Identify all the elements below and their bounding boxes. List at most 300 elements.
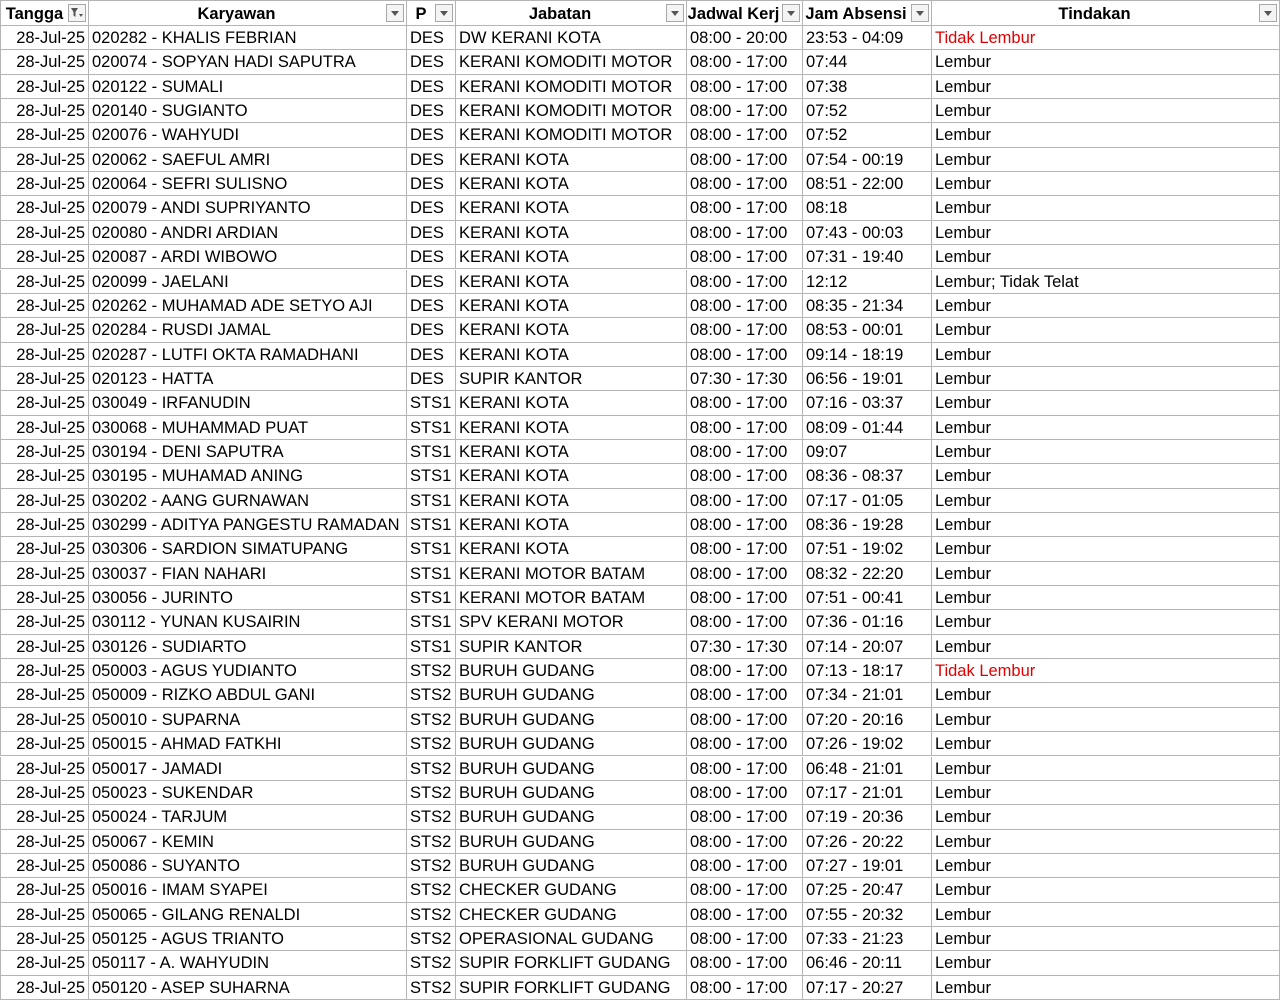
cell-karyawan[interactable]: 050010 - SUPARNA	[89, 708, 407, 732]
cell-jadwal-kerja[interactable]: 08:00 - 17:00	[687, 123, 803, 147]
cell-jam-absensi[interactable]: 07:27 - 19:01	[803, 854, 932, 878]
cell-jam-absensi[interactable]: 08:53 - 00:01	[803, 318, 932, 342]
cell-jam-absensi[interactable]: 07:51 - 00:41	[803, 586, 932, 610]
cell-tanggal[interactable]: 28-Jul-25	[0, 148, 89, 172]
cell-tanggal[interactable]: 28-Jul-25	[0, 878, 89, 902]
cell-jabatan[interactable]: OPERASIONAL GUDANG	[456, 927, 687, 951]
cell-tanggal[interactable]: 28-Jul-25	[0, 951, 89, 975]
cell-tanggal[interactable]: 28-Jul-25	[0, 757, 89, 781]
cell-karyawan[interactable]: 020284 - RUSDI JAMAL	[89, 318, 407, 342]
cell-pt[interactable]: STS2	[407, 757, 456, 781]
cell-tanggal[interactable]: 28-Jul-25	[0, 635, 89, 659]
cell-jabatan[interactable]: KERANI KOMODITI MOTOR	[456, 75, 687, 99]
cell-tindakan[interactable]: Lembur	[932, 586, 1280, 610]
cell-jam-absensi[interactable]: 07:14 - 20:07	[803, 635, 932, 659]
cell-jam-absensi[interactable]: 07:17 - 21:01	[803, 781, 932, 805]
cell-tindakan[interactable]: Lembur	[932, 732, 1280, 756]
cell-jam-absensi[interactable]: 07:52	[803, 123, 932, 147]
cell-jam-absensi[interactable]: 08:51 - 22:00	[803, 172, 932, 196]
cell-tanggal[interactable]: 28-Jul-25	[0, 610, 89, 634]
cell-tanggal[interactable]: 28-Jul-25	[0, 513, 89, 537]
cell-karyawan[interactable]: 020123 - HATTA	[89, 367, 407, 391]
cell-tanggal[interactable]: 28-Jul-25	[0, 221, 89, 245]
cell-karyawan[interactable]: 020074 - SOPYAN HADI SAPUTRA	[89, 50, 407, 74]
cell-tanggal[interactable]: 28-Jul-25	[0, 75, 89, 99]
cell-tanggal[interactable]: 28-Jul-25	[0, 732, 89, 756]
cell-jadwal-kerja[interactable]: 08:00 - 17:00	[687, 489, 803, 513]
cell-tanggal[interactable]: 28-Jul-25	[0, 805, 89, 829]
cell-jadwal-kerja[interactable]: 08:00 - 17:00	[687, 878, 803, 902]
cell-jam-absensi[interactable]: 07:20 - 20:16	[803, 708, 932, 732]
cell-tindakan[interactable]: Lembur	[932, 75, 1280, 99]
cell-karyawan[interactable]: 020287 - LUTFI OKTA RAMADHANI	[89, 343, 407, 367]
cell-pt[interactable]: STS2	[407, 976, 456, 1000]
cell-tanggal[interactable]: 28-Jul-25	[0, 294, 89, 318]
cell-tanggal[interactable]: 28-Jul-25	[0, 440, 89, 464]
cell-jabatan[interactable]: KERANI KOTA	[456, 489, 687, 513]
cell-jam-absensi[interactable]: 07:13 - 18:17	[803, 659, 932, 683]
cell-jam-absensi[interactable]: 07:36 - 01:16	[803, 610, 932, 634]
cell-jabatan[interactable]: KERANI KOMODITI MOTOR	[456, 50, 687, 74]
cell-jadwal-kerja[interactable]: 08:00 - 17:00	[687, 976, 803, 1000]
cell-jadwal-kerja[interactable]: 08:00 - 17:00	[687, 610, 803, 634]
cell-karyawan[interactable]: 030202 - AANG GURNAWAN	[89, 489, 407, 513]
cell-jadwal-kerja[interactable]: 08:00 - 17:00	[687, 781, 803, 805]
cell-pt[interactable]: STS1	[407, 489, 456, 513]
filter-dropdown-icon[interactable]	[782, 4, 800, 22]
cell-jabatan[interactable]: DW KERANI KOTA	[456, 26, 687, 50]
cell-tindakan[interactable]: Lembur	[932, 927, 1280, 951]
cell-pt[interactable]: STS1	[407, 635, 456, 659]
cell-jadwal-kerja[interactable]: 08:00 - 17:00	[687, 318, 803, 342]
cell-karyawan[interactable]: 020087 - ARDI WIBOWO	[89, 245, 407, 269]
cell-karyawan[interactable]: 020262 - MUHAMAD ADE SETYO AJI	[89, 294, 407, 318]
cell-jadwal-kerja[interactable]: 08:00 - 17:00	[687, 951, 803, 975]
cell-jadwal-kerja[interactable]: 08:00 - 17:00	[687, 659, 803, 683]
cell-tindakan[interactable]: Lembur	[932, 464, 1280, 488]
cell-jadwal-kerja[interactable]: 08:00 - 17:00	[687, 245, 803, 269]
cell-jam-absensi[interactable]: 07:44	[803, 50, 932, 74]
cell-tindakan[interactable]: Lembur	[932, 294, 1280, 318]
cell-jabatan[interactable]: BURUH GUDANG	[456, 659, 687, 683]
cell-karyawan[interactable]: 020064 - SEFRI SULISNO	[89, 172, 407, 196]
table-row	[0, 99, 1280, 123]
table-row	[0, 830, 1280, 854]
cell-pt[interactable]: DES	[407, 75, 456, 99]
cell-tanggal[interactable]: 28-Jul-25	[0, 50, 89, 74]
cell-jam-absensi[interactable]: 23:53 - 04:09	[803, 26, 932, 50]
filter-dropdown-icon[interactable]	[1259, 4, 1277, 22]
cell-pt[interactable]: STS2	[407, 732, 456, 756]
cell-pt[interactable]: DES	[407, 50, 456, 74]
cell-jabatan[interactable]: KERANI KOTA	[456, 391, 687, 415]
cell-pt[interactable]: STS2	[407, 830, 456, 854]
cell-tanggal[interactable]: 28-Jul-25	[0, 659, 89, 683]
cell-pt[interactable]: STS1	[407, 391, 456, 415]
cell-tindakan[interactable]: Lembur	[932, 172, 1280, 196]
cell-tanggal[interactable]: 28-Jul-25	[0, 781, 89, 805]
cell-pt[interactable]: DES	[407, 99, 456, 123]
cell-karyawan[interactable]: 030306 - SARDION SIMATUPANG	[89, 537, 407, 561]
cell-jadwal-kerja[interactable]: 08:00 - 17:00	[687, 927, 803, 951]
cell-karyawan[interactable]: 050125 - AGUS TRIANTO	[89, 927, 407, 951]
cell-jam-absensi[interactable]: 07:33 - 21:23	[803, 927, 932, 951]
header-cell-tanggal[interactable]	[0, 0, 89, 26]
cell-jabatan[interactable]: SPV KERANI MOTOR	[456, 610, 687, 634]
cell-jam-absensi[interactable]: 07:43 - 00:03	[803, 221, 932, 245]
cell-jadwal-kerja[interactable]: 08:00 - 17:00	[687, 172, 803, 196]
cell-karyawan[interactable]: 020080 - ANDRI ARDIAN	[89, 221, 407, 245]
cell-pt[interactable]: STS1	[407, 416, 456, 440]
cell-jam-absensi[interactable]: 07:26 - 19:02	[803, 732, 932, 756]
cell-pt[interactable]: DES	[407, 270, 456, 294]
cell-tindakan[interactable]: Lembur	[932, 757, 1280, 781]
cell-pt[interactable]: STS1	[407, 513, 456, 537]
cell-jabatan[interactable]: BURUH GUDANG	[456, 781, 687, 805]
cell-karyawan[interactable]: 020122 - SUMALI	[89, 75, 407, 99]
cell-jabatan[interactable]: KERANI KOTA	[456, 537, 687, 561]
cell-tanggal[interactable]: 28-Jul-25	[0, 464, 89, 488]
cell-jadwal-kerja[interactable]: 08:00 - 17:00	[687, 294, 803, 318]
cell-tanggal[interactable]: 28-Jul-25	[0, 683, 89, 707]
cell-tindakan[interactable]: Lembur; Tidak Telat	[932, 270, 1280, 294]
cell-jadwal-kerja[interactable]: 07:30 - 17:30	[687, 635, 803, 659]
cell-jam-absensi[interactable]: 08:36 - 08:37	[803, 464, 932, 488]
cell-jadwal-kerja[interactable]: 08:00 - 17:00	[687, 99, 803, 123]
cell-jadwal-kerja[interactable]: 08:00 - 17:00	[687, 805, 803, 829]
cell-tanggal[interactable]: 28-Jul-25	[0, 367, 89, 391]
cell-karyawan[interactable]: 050024 - TARJUM	[89, 805, 407, 829]
cell-tanggal[interactable]: 28-Jul-25	[0, 489, 89, 513]
cell-jam-absensi[interactable]: 08:35 - 21:34	[803, 294, 932, 318]
cell-pt[interactable]: DES	[407, 221, 456, 245]
cell-tindakan[interactable]: Lembur	[932, 50, 1280, 74]
cell-tanggal[interactable]: 28-Jul-25	[0, 854, 89, 878]
cell-jabatan[interactable]: KERANI KOTA	[456, 343, 687, 367]
cell-jabatan[interactable]: KERANI KOTA	[456, 270, 687, 294]
header-label: Karyawan	[197, 5, 276, 23]
cell-pt[interactable]: DES	[407, 196, 456, 220]
cell-karyawan[interactable]: 050023 - SUKENDAR	[89, 781, 407, 805]
cell-tindakan[interactable]: Lembur	[932, 805, 1280, 829]
cell-jadwal-kerja[interactable]: 08:00 - 17:00	[687, 513, 803, 537]
cell-tindakan[interactable]: Lembur	[932, 221, 1280, 245]
cell-tindakan[interactable]: Lembur	[932, 489, 1280, 513]
filter-dropdown-icon[interactable]	[666, 4, 684, 22]
cell-jam-absensi[interactable]: 07:25 - 20:47	[803, 878, 932, 902]
cell-tindakan[interactable]: Lembur	[932, 830, 1280, 854]
cell-jam-absensi[interactable]: 09:07	[803, 440, 932, 464]
cell-pt[interactable]: DES	[407, 26, 456, 50]
header-cell-karyawan[interactable]	[89, 0, 407, 26]
cell-jam-absensi[interactable]: 07:17 - 20:27	[803, 976, 932, 1000]
cell-karyawan[interactable]: 030126 - SUDIARTO	[89, 635, 407, 659]
cell-jabatan[interactable]: BURUH GUDANG	[456, 805, 687, 829]
cell-karyawan[interactable]: 030112 - YUNAN KUSAIRIN	[89, 610, 407, 634]
cell-pt[interactable]: STS2	[407, 683, 456, 707]
cell-jabatan[interactable]: KERANI KOTA	[456, 196, 687, 220]
cell-jabatan[interactable]: BURUH GUDANG	[456, 683, 687, 707]
cell-jadwal-kerja[interactable]: 08:00 - 17:00	[687, 75, 803, 99]
cell-tindakan[interactable]: Lembur	[932, 513, 1280, 537]
cell-jabatan[interactable]: SUPIR KANTOR	[456, 367, 687, 391]
cell-tindakan[interactable]: Lembur	[932, 318, 1280, 342]
cell-jam-absensi[interactable]: 07:51 - 19:02	[803, 537, 932, 561]
cell-tanggal[interactable]: 28-Jul-25	[0, 830, 89, 854]
cell-jabatan[interactable]: KERANI KOTA	[456, 294, 687, 318]
cell-jabatan[interactable]: BURUH GUDANG	[456, 708, 687, 732]
cell-karyawan[interactable]: 020062 - SAEFUL AMRI	[89, 148, 407, 172]
cell-pt[interactable]: DES	[407, 245, 456, 269]
cell-jadwal-kerja[interactable]: 08:00 - 20:00	[687, 26, 803, 50]
cell-jadwal-kerja[interactable]: 08:00 - 17:00	[687, 50, 803, 74]
cell-jabatan[interactable]: KERANI KOTA	[456, 221, 687, 245]
cell-jam-absensi[interactable]: 07:19 - 20:36	[803, 805, 932, 829]
cell-tanggal[interactable]: 28-Jul-25	[0, 318, 89, 342]
cell-tindakan[interactable]: Lembur	[932, 610, 1280, 634]
cell-jam-absensi[interactable]: 06:48 - 21:01	[803, 757, 932, 781]
cell-jadwal-kerja[interactable]: 08:00 - 17:00	[687, 343, 803, 367]
cell-jabatan[interactable]: KERANI KOTA	[456, 172, 687, 196]
cell-tanggal[interactable]: 28-Jul-25	[0, 343, 89, 367]
cell-jabatan[interactable]: BURUH GUDANG	[456, 854, 687, 878]
cell-pt[interactable]: STS2	[407, 805, 456, 829]
cell-pt[interactable]: STS2	[407, 659, 456, 683]
cell-karyawan[interactable]: 030056 - JURINTO	[89, 586, 407, 610]
cell-jadwal-kerja[interactable]: 08:00 - 17:00	[687, 196, 803, 220]
cell-jadwal-kerja[interactable]: 08:00 - 17:00	[687, 440, 803, 464]
table-row	[0, 318, 1280, 342]
cell-tanggal[interactable]: 28-Jul-25	[0, 562, 89, 586]
cell-tindakan[interactable]: Lembur	[932, 635, 1280, 659]
cell-jadwal-kerja[interactable]: 08:00 - 17:00	[687, 562, 803, 586]
cell-karyawan[interactable]: 030037 - FIAN NAHARI	[89, 562, 407, 586]
cell-tanggal[interactable]: 28-Jul-25	[0, 196, 89, 220]
cell-tindakan[interactable]: Lembur	[932, 343, 1280, 367]
cell-karyawan[interactable]: 050117 - A. WAHYUDIN	[89, 951, 407, 975]
cell-jadwal-kerja[interactable]: 08:00 - 17:00	[687, 757, 803, 781]
cell-jadwal-kerja[interactable]: 08:00 - 17:00	[687, 464, 803, 488]
cell-jabatan[interactable]: KERANI KOMODITI MOTOR	[456, 99, 687, 123]
cell-tindakan[interactable]: Lembur	[932, 416, 1280, 440]
cell-tindakan[interactable]: Lembur	[932, 99, 1280, 123]
cell-pt[interactable]: DES	[407, 148, 456, 172]
cell-jam-absensi[interactable]: 09:14 - 18:19	[803, 343, 932, 367]
cell-jam-absensi[interactable]: 08:32 - 22:20	[803, 562, 932, 586]
cell-jam-absensi[interactable]: 12:12	[803, 270, 932, 294]
filter-dropdown-icon[interactable]	[386, 4, 404, 22]
cell-pt[interactable]: STS2	[407, 903, 456, 927]
cell-tindakan[interactable]: Lembur	[932, 683, 1280, 707]
cell-tindakan[interactable]: Lembur	[932, 562, 1280, 586]
cell-jam-absensi[interactable]: 08:09 - 01:44	[803, 416, 932, 440]
cell-jabatan[interactable]: KERANI KOTA	[456, 464, 687, 488]
cell-pt[interactable]: STS2	[407, 927, 456, 951]
cell-pt[interactable]: STS2	[407, 781, 456, 805]
cell-jam-absensi[interactable]: 07:26 - 20:22	[803, 830, 932, 854]
cell-jadwal-kerja[interactable]: 08:00 - 17:00	[687, 708, 803, 732]
cell-tindakan[interactable]: Lembur	[932, 148, 1280, 172]
cell-pt[interactable]: DES	[407, 123, 456, 147]
cell-pt[interactable]: STS2	[407, 951, 456, 975]
cell-tanggal[interactable]: 28-Jul-25	[0, 26, 89, 50]
cell-tindakan[interactable]: Lembur	[932, 878, 1280, 902]
cell-jam-absensi[interactable]: 06:56 - 19:01	[803, 367, 932, 391]
cell-jam-absensi[interactable]: 07:34 - 21:01	[803, 683, 932, 707]
cell-jam-absensi[interactable]: 08:18	[803, 196, 932, 220]
cell-tindakan[interactable]: Lembur	[932, 440, 1280, 464]
cell-pt[interactable]: DES	[407, 172, 456, 196]
cell-jabatan[interactable]: BURUH GUDANG	[456, 732, 687, 756]
cell-jadwal-kerja[interactable]: 08:00 - 17:00	[687, 586, 803, 610]
table-row	[0, 708, 1280, 732]
filter-dropdown-icon[interactable]	[911, 4, 929, 22]
cell-karyawan[interactable]: 020076 - WAHYUDI	[89, 123, 407, 147]
header-cell-jadwal-kerja[interactable]	[687, 0, 803, 26]
cell-pt[interactable]: DES	[407, 318, 456, 342]
cell-jabatan[interactable]: KERANI KOTA	[456, 318, 687, 342]
cell-jadwal-kerja[interactable]: 08:00 - 17:00	[687, 830, 803, 854]
cell-jam-absensi[interactable]: 07:52	[803, 99, 932, 123]
cell-tindakan[interactable]: Lembur	[932, 391, 1280, 415]
cell-jabatan[interactable]: KERANI KOTA	[456, 148, 687, 172]
cell-pt[interactable]: STS1	[407, 562, 456, 586]
cell-tindakan[interactable]: Tidak Lembur	[932, 659, 1280, 683]
cell-pt[interactable]: STS2	[407, 708, 456, 732]
cell-pt[interactable]: STS1	[407, 586, 456, 610]
cell-tanggal[interactable]: 28-Jul-25	[0, 245, 89, 269]
cell-jabatan[interactable]: BURUH GUDANG	[456, 757, 687, 781]
cell-jabatan[interactable]: SUPIR FORKLIFT GUDANG	[456, 951, 687, 975]
cell-tindakan[interactable]: Lembur	[932, 537, 1280, 561]
cell-jabatan[interactable]: KERANI KOTA	[456, 513, 687, 537]
cell-tindakan[interactable]: Lembur	[932, 951, 1280, 975]
cell-pt[interactable]: STS1	[407, 440, 456, 464]
header-cell-tindakan[interactable]	[932, 0, 1280, 26]
cell-jabatan[interactable]: KERANI KOMODITI MOTOR	[456, 123, 687, 147]
filter-active-icon[interactable]	[68, 4, 86, 22]
cell-jadwal-kerja[interactable]: 07:30 - 17:30	[687, 367, 803, 391]
cell-pt[interactable]: DES	[407, 343, 456, 367]
cell-jadwal-kerja[interactable]: 08:00 - 17:00	[687, 148, 803, 172]
cell-tanggal[interactable]: 28-Jul-25	[0, 416, 89, 440]
cell-jabatan[interactable]: KERANI MOTOR BATAM	[456, 562, 687, 586]
cell-karyawan[interactable]: 050003 - AGUS YUDIANTO	[89, 659, 407, 683]
header-label: Jam Absensi	[805, 5, 907, 23]
cell-tanggal[interactable]: 28-Jul-25	[0, 172, 89, 196]
cell-tindakan[interactable]: Lembur	[932, 781, 1280, 805]
cell-jam-absensi[interactable]: 07:17 - 01:05	[803, 489, 932, 513]
cell-karyawan[interactable]: 030049 - IRFANUDIN	[89, 391, 407, 415]
cell-karyawan[interactable]: 030068 - MUHAMMAD PUAT	[89, 416, 407, 440]
cell-tindakan[interactable]: Lembur	[932, 196, 1280, 220]
cell-karyawan[interactable]: 050015 - AHMAD FATKHI	[89, 732, 407, 756]
header-cell-pt[interactable]	[407, 0, 456, 26]
header-cell-jam-absensi[interactable]	[803, 0, 932, 26]
cell-tindakan[interactable]: Lembur	[932, 854, 1280, 878]
cell-jabatan[interactable]: CHECKER GUDANG	[456, 903, 687, 927]
cell-jadwal-kerja[interactable]: 08:00 - 17:00	[687, 270, 803, 294]
cell-pt[interactable]: STS2	[407, 878, 456, 902]
cell-pt[interactable]: STS1	[407, 610, 456, 634]
cell-tanggal[interactable]: 28-Jul-25	[0, 537, 89, 561]
cell-tanggal[interactable]: 28-Jul-25	[0, 903, 89, 927]
cell-tanggal[interactable]: 28-Jul-25	[0, 123, 89, 147]
cell-tindakan[interactable]: Lembur	[932, 123, 1280, 147]
cell-jabatan[interactable]: SUPIR KANTOR	[456, 635, 687, 659]
cell-jabatan[interactable]: KERANI KOTA	[456, 440, 687, 464]
cell-jadwal-kerja[interactable]: 08:00 - 17:00	[687, 854, 803, 878]
cell-pt[interactable]: DES	[407, 367, 456, 391]
cell-tanggal[interactable]: 28-Jul-25	[0, 391, 89, 415]
cell-jam-absensi[interactable]: 07:38	[803, 75, 932, 99]
cell-jadwal-kerja[interactable]: 08:00 - 17:00	[687, 683, 803, 707]
cell-jadwal-kerja[interactable]: 08:00 - 17:00	[687, 903, 803, 927]
cell-jam-absensi[interactable]: 07:31 - 19:40	[803, 245, 932, 269]
cell-tanggal[interactable]: 28-Jul-25	[0, 586, 89, 610]
cell-tindakan[interactable]: Lembur	[932, 903, 1280, 927]
cell-karyawan[interactable]: 050120 - ASEP SUHARNA	[89, 976, 407, 1000]
header-cell-jabatan[interactable]	[456, 0, 687, 26]
cell-karyawan[interactable]: 020140 - SUGIANTO	[89, 99, 407, 123]
cell-tindakan[interactable]: Lembur	[932, 976, 1280, 1000]
cell-jadwal-kerja[interactable]: 08:00 - 17:00	[687, 221, 803, 245]
cell-karyawan[interactable]: 050065 - GILANG RENALDI	[89, 903, 407, 927]
cell-jadwal-kerja[interactable]: 08:00 - 17:00	[687, 537, 803, 561]
cell-jam-absensi[interactable]: 07:54 - 00:19	[803, 148, 932, 172]
cell-karyawan[interactable]: 050067 - KEMIN	[89, 830, 407, 854]
cell-tindakan[interactable]: Lembur	[932, 708, 1280, 732]
cell-jadwal-kerja[interactable]: 08:00 - 17:00	[687, 416, 803, 440]
cell-karyawan[interactable]: 050016 - IMAM SYAPEI	[89, 878, 407, 902]
cell-tindakan[interactable]: Lembur	[932, 367, 1280, 391]
cell-tindakan[interactable]: Lembur	[932, 245, 1280, 269]
cell-jabatan[interactable]: KERANI MOTOR BATAM	[456, 586, 687, 610]
cell-jam-absensi[interactable]: 07:55 - 20:32	[803, 903, 932, 927]
cell-jabatan[interactable]: KERANI KOTA	[456, 416, 687, 440]
cell-jam-absensi[interactable]: 06:46 - 20:11	[803, 951, 932, 975]
cell-karyawan[interactable]: 030195 - MUHAMAD ANING	[89, 464, 407, 488]
cell-karyawan[interactable]: 050017 - JAMADI	[89, 757, 407, 781]
cell-jabatan[interactable]: BURUH GUDANG	[456, 830, 687, 854]
cell-karyawan[interactable]: 020099 - JAELANI	[89, 270, 407, 294]
cell-jabatan[interactable]: KERANI KOTA	[456, 245, 687, 269]
cell-karyawan[interactable]: 020079 - ANDI SUPRIYANTO	[89, 196, 407, 220]
cell-tanggal[interactable]: 28-Jul-25	[0, 708, 89, 732]
cell-karyawan[interactable]: 030299 - ADITYA PANGESTU RAMADAN	[89, 513, 407, 537]
cell-karyawan[interactable]: 030194 - DENI SAPUTRA	[89, 440, 407, 464]
cell-tanggal[interactable]: 28-Jul-25	[0, 976, 89, 1000]
cell-pt[interactable]: STS2	[407, 854, 456, 878]
cell-tindakan[interactable]: Tidak Lembur	[932, 26, 1280, 50]
cell-jadwal-kerja[interactable]: 08:00 - 17:00	[687, 732, 803, 756]
cell-jabatan[interactable]: CHECKER GUDANG	[456, 878, 687, 902]
cell-tanggal[interactable]: 28-Jul-25	[0, 927, 89, 951]
cell-pt[interactable]: STS1	[407, 537, 456, 561]
cell-pt[interactable]: DES	[407, 294, 456, 318]
cell-pt[interactable]: STS1	[407, 464, 456, 488]
cell-jabatan[interactable]: SUPIR FORKLIFT GUDANG	[456, 976, 687, 1000]
cell-karyawan[interactable]: 050009 - RIZKO ABDUL GANI	[89, 683, 407, 707]
cell-jadwal-kerja[interactable]: 08:00 - 17:00	[687, 391, 803, 415]
cell-jam-absensi[interactable]: 07:16 - 03:37	[803, 391, 932, 415]
cell-tanggal[interactable]: 28-Jul-25	[0, 270, 89, 294]
filter-dropdown-icon[interactable]	[435, 4, 453, 22]
cell-karyawan[interactable]: 020282 - KHALIS FEBRIAN	[89, 26, 407, 50]
cell-jam-absensi[interactable]: 08:36 - 19:28	[803, 513, 932, 537]
cell-karyawan[interactable]: 050086 - SUYANTO	[89, 854, 407, 878]
cell-tanggal[interactable]: 28-Jul-25	[0, 99, 89, 123]
